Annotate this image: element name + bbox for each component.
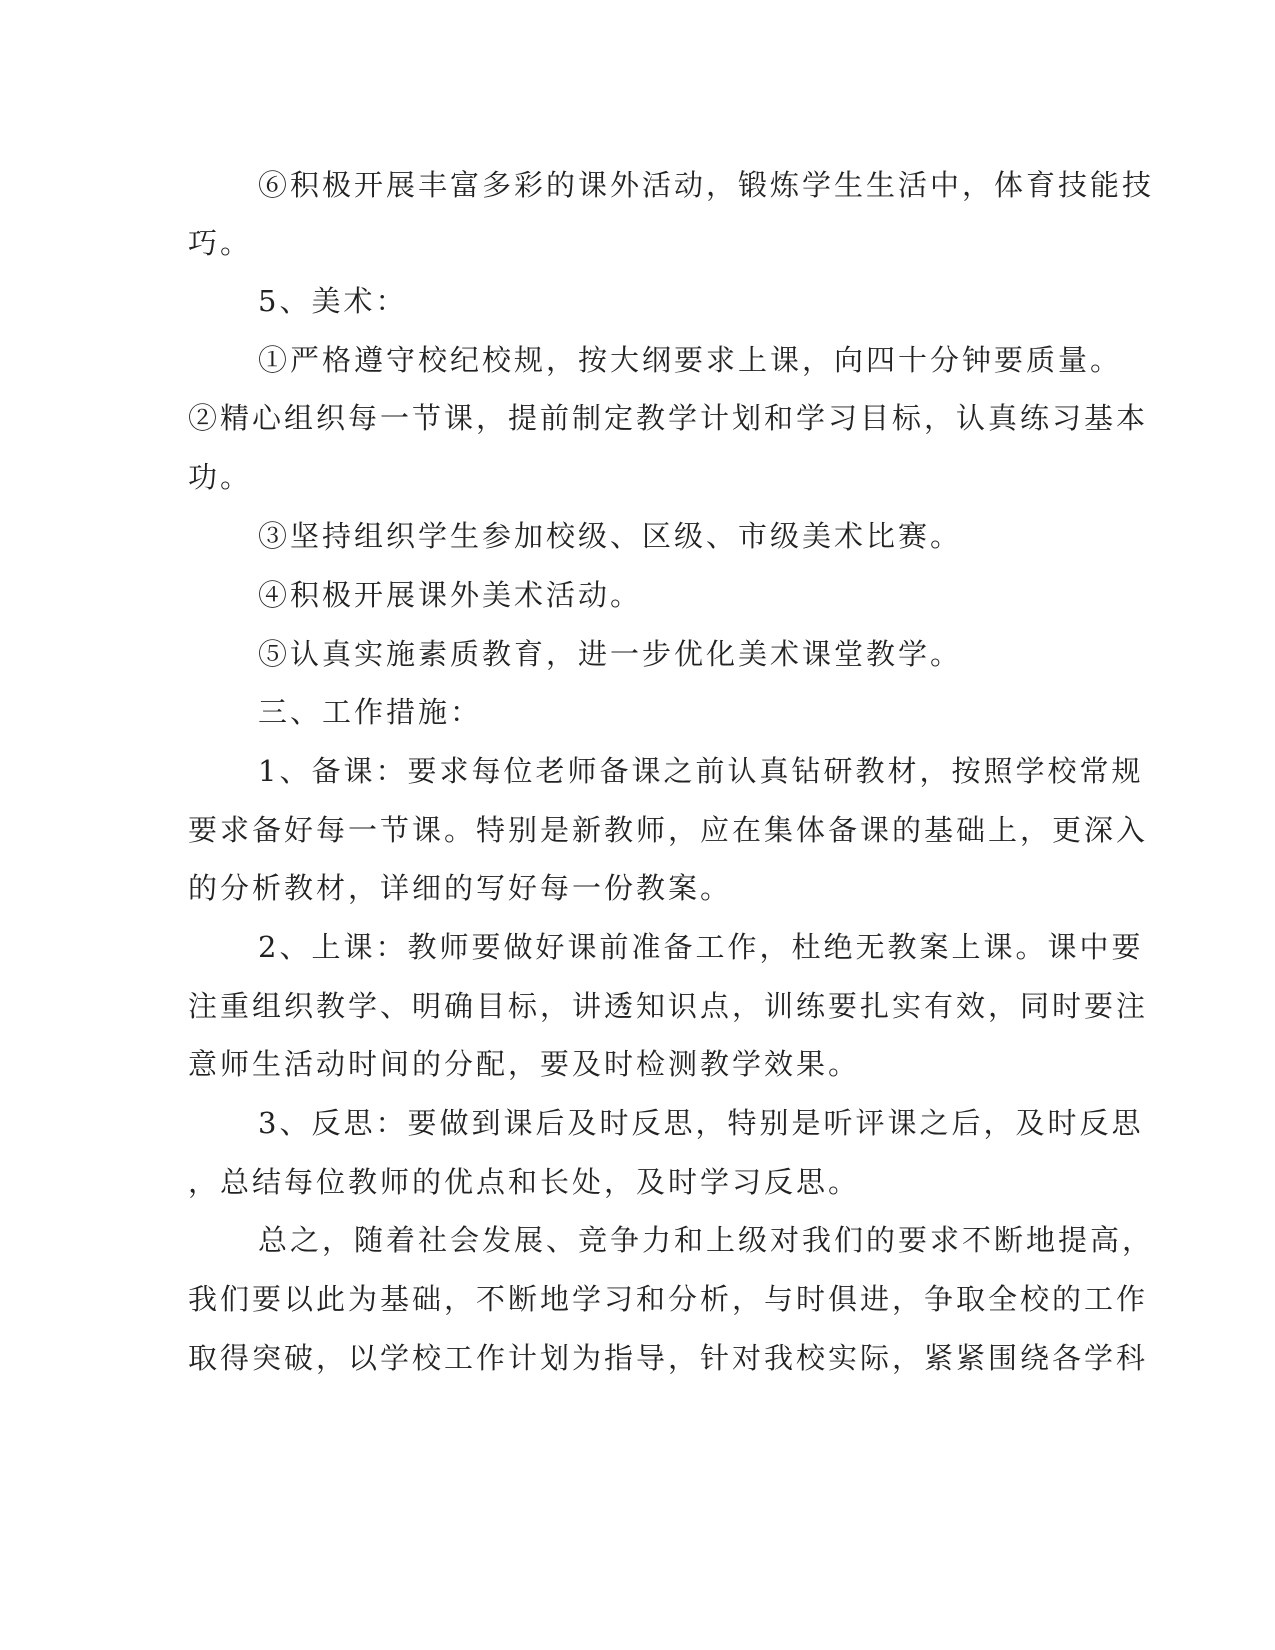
paragraph-line: ⑤认真实施素质教育，进一步优化美术课堂教学。: [258, 637, 963, 671]
paragraph-line: 功。: [188, 460, 253, 494]
paragraph-line: 3、反思：要做到课后及时反思，特别是听评课之后，及时反思: [258, 1106, 1144, 1140]
section-heading-measures: 三、工作措施：: [258, 695, 483, 729]
paragraph-line: 总之，随着社会发展、竞争力和上级对我们的要求不断地提高，: [258, 1223, 1155, 1257]
paragraph-line: 意师生活动时间的分配，要及时检测教学效果。: [188, 1047, 861, 1081]
paragraph-line: ③坚持组织学生参加校级、区级、市级美术比赛。: [258, 519, 963, 553]
paragraph-line: 取得突破，以学校工作计划为指导，针对我校实际，紧紧围绕各学科: [188, 1341, 1149, 1375]
paragraph-line: 2、上课：教师要做好课前准备工作，杜绝无教案上课。课中要: [258, 930, 1144, 964]
paragraph-line: 注重组织教学、明确目标，讲透知识点，训练要扎实有效，同时要注: [188, 989, 1149, 1023]
paragraph-line: 的分析教材，详细的写好每一份教案。: [188, 871, 733, 905]
paragraph-line: ⑥积极开展丰富多彩的课外活动，锻炼学生生活中，体育技能技: [258, 168, 1155, 202]
paragraph-line: ，总结每位教师的优点和长处，及时学习反思。: [188, 1165, 861, 1199]
section-heading-art: 5、美术：: [258, 284, 408, 318]
paragraph-line: ②精心组织每一节课，提前制定教学计划和学习目标，认真练习基本: [188, 401, 1149, 435]
paragraph-line: 巧。: [188, 226, 253, 260]
paragraph-line: ①严格遵守校纪校规，按大纲要求上课，向四十分钟要质量。: [258, 343, 1123, 377]
paragraph-line: 1、备课：要求每位老师备课之前认真钻研教材，按照学校常规: [258, 754, 1144, 788]
paragraph-line: ④积极开展课外美术活动。: [258, 578, 643, 612]
paragraph-line: 我们要以此为基础，不断地学习和分析，与时俱进，争取全校的工作: [188, 1282, 1149, 1316]
paragraph-line: 要求备好每一节课。特别是新教师，应在集体备课的基础上，更深入: [188, 813, 1149, 847]
